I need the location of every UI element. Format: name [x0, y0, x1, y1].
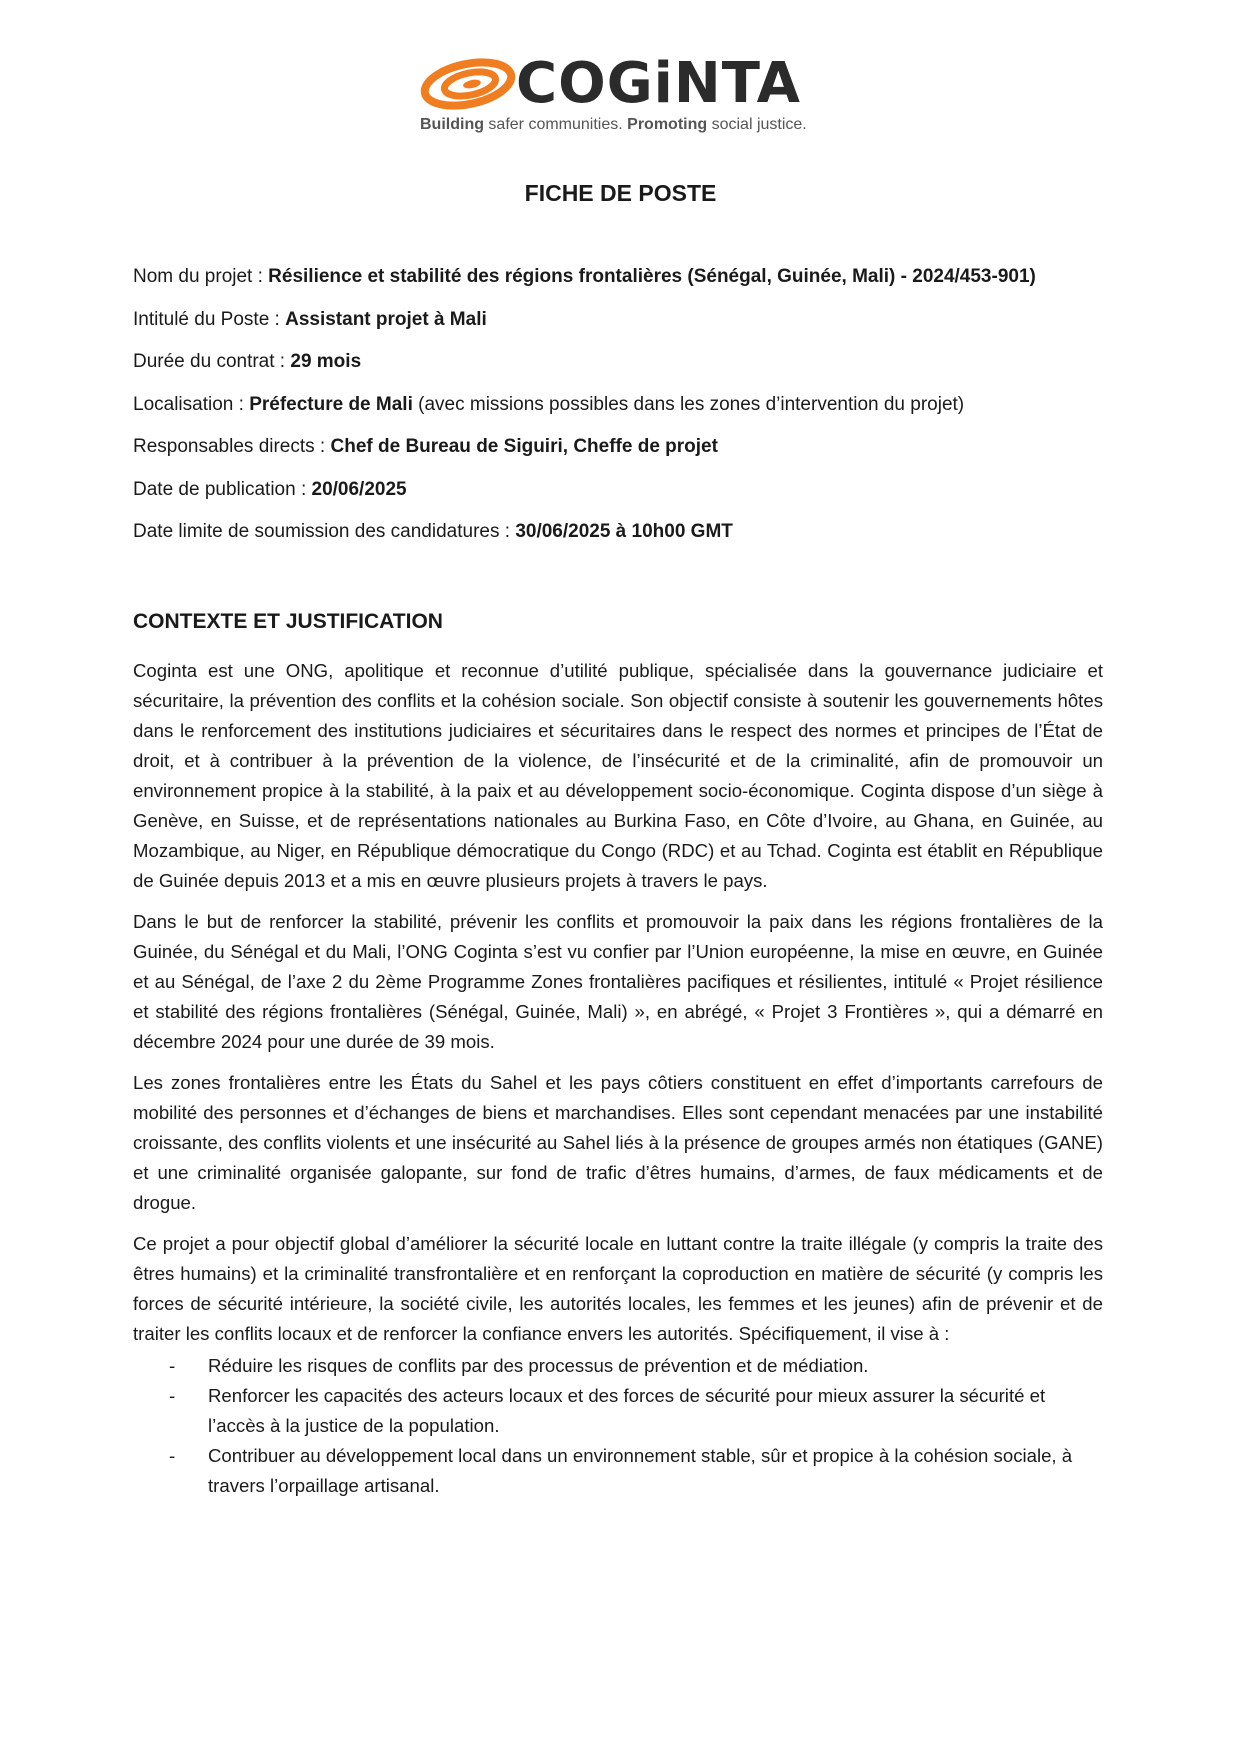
- context-body: [133, 656, 1103, 1501]
- swirl-logo-icon: [420, 56, 520, 112]
- bullet-dash: -: [169, 1355, 176, 1376]
- bullet-dash: -: [169, 1445, 176, 1466]
- paragraph: Coginta est une ONG, apolitique et reconnue d’utilité publique, spécialisée dans la gouvernance judiciaire et sécuritaire, la prévention des conflits et la cohésion sociale. Son objectif consiste à soutenir les gouvernements hôtes dans le renforcement des institutions judiciaires et sécuritaires dans le respect des normes et principes de l’État de droit, et à contribuer à la prévention de la violence, de l’insécurité et de la criminalité, afin de promouvoir un environnement propice à la stabilité, à la paix et au développement socio-économique. Coginta dispose d’un siège à Genève, en Suisse, et de représentations nationales au Burkina Faso, en Côte d’Ivoire, au Ghana, en Guinée, au Mozambique, au Niger, en République démocratique du Congo (RDC) et au Tchad. Coginta est établit en République de Guinée depuis 2013 et a mis en œuvre plusieurs projets à travers le pays.: [133, 660, 1103, 891]
- paragraph: Ce projet a pour objectif global d’améliorer la sécurité locale en luttant contre la traite illégale (y compris la traite des êtres humains) et la criminalité transfrontalière et en renforçant la coproduction en matière de sécurité (y compris les forces de sécurité intérieure, la société civile, les autorités locales, les femmes et les jeunes) afin de prévenir et de traiter les conflits locaux et de renforcer la confiance envers les autorités. Spécifiquement, il vise à :: [133, 1233, 1103, 1344]
- page-title: FICHE DE POSTE: [524, 180, 717, 206]
- meta-job-title: Intitulé du Poste : Assistant projet à Mali: [133, 308, 487, 330]
- list-item: - Contribuer au développement local dans un environnement stable, sûr et propice à la cohésion sociale, à travers l’orpaillage artisanal.: [133, 1441, 1103, 1501]
- section-heading-context: CONTEXTE ET JUSTIFICATION: [133, 610, 443, 633]
- meta-direct-managers: Responsables directs : Chef de Bureau de Siguiri, Cheffe de projet: [133, 436, 718, 457]
- coginta-logo: [420, 51, 820, 136]
- logo-tagline: Building safer communities. Promoting social justice.: [420, 116, 807, 133]
- logo-wordmark: COGiNTA: [516, 51, 801, 116]
- meta-contract-duration: Durée du contrat : 29 mois: [133, 351, 362, 372]
- meta-project-name: Nom du projet : Résilience et stabilité des régions frontalières (Sénégal, Guinée, Mali) - 2024/453-901): [133, 266, 1036, 287]
- job-metadata: [133, 262, 1113, 560]
- meta-deadline: Date limite de soumission des candidatures : 30/06/2025 à 10h00 GMT: [133, 521, 733, 542]
- paragraph: Dans le but de renforcer la stabilité, prévenir les conflits et promouvoir la paix dans les régions frontalières de la Guinée, du Sénégal et du Mali, l’ONG Coginta s’est vu confier par l’Union européenne, la mise en œuvre, en Guinée et au Sénégal, de l’axe 2 du 2ème Programme Zones frontalières pacifiques et résilientes, intitulé « Projet résilience et stabilité des régions frontalières (Sénégal, Guinée, Mali) », en abrégé, « Projet 3 Frontières », qui a démarré en décembre 2024 pour une durée de 39 mois.: [133, 911, 1103, 1052]
- bullet-dash: -: [169, 1385, 176, 1406]
- list-item: - Renforcer les capacités des acteurs locaux et des forces de sécurité pour mieux assurer la sécurité et l’accès à la justice de la population.: [133, 1381, 1103, 1441]
- meta-publication-date: Date de publication : 20/06/2025: [133, 478, 407, 500]
- list-item: - Réduire les risques de conflits par des processus de prévention et de médiation.: [133, 1351, 1103, 1381]
- paragraph: Les zones frontalières entre les États du Sahel et les pays côtiers constituent en effet d’importants carrefours de mobilité des personnes et d’échanges de biens et marchandises. Elles sont cependant menacées par une instabilité croissante, des conflits violents et une insécurité au Sahel liés à la présence de groupes armés non étatiques (GANE) et une criminalité organisée galopante, sur fond de trafic d’êtres humains, d’armes, de faux médicaments et de drogue.: [133, 1072, 1103, 1213]
- meta-location: Localisation : Préfecture de Mali (avec missions possibles dans les zones d’intervention du projet): [133, 393, 965, 415]
- objectives-list: [133, 1351, 1103, 1501]
